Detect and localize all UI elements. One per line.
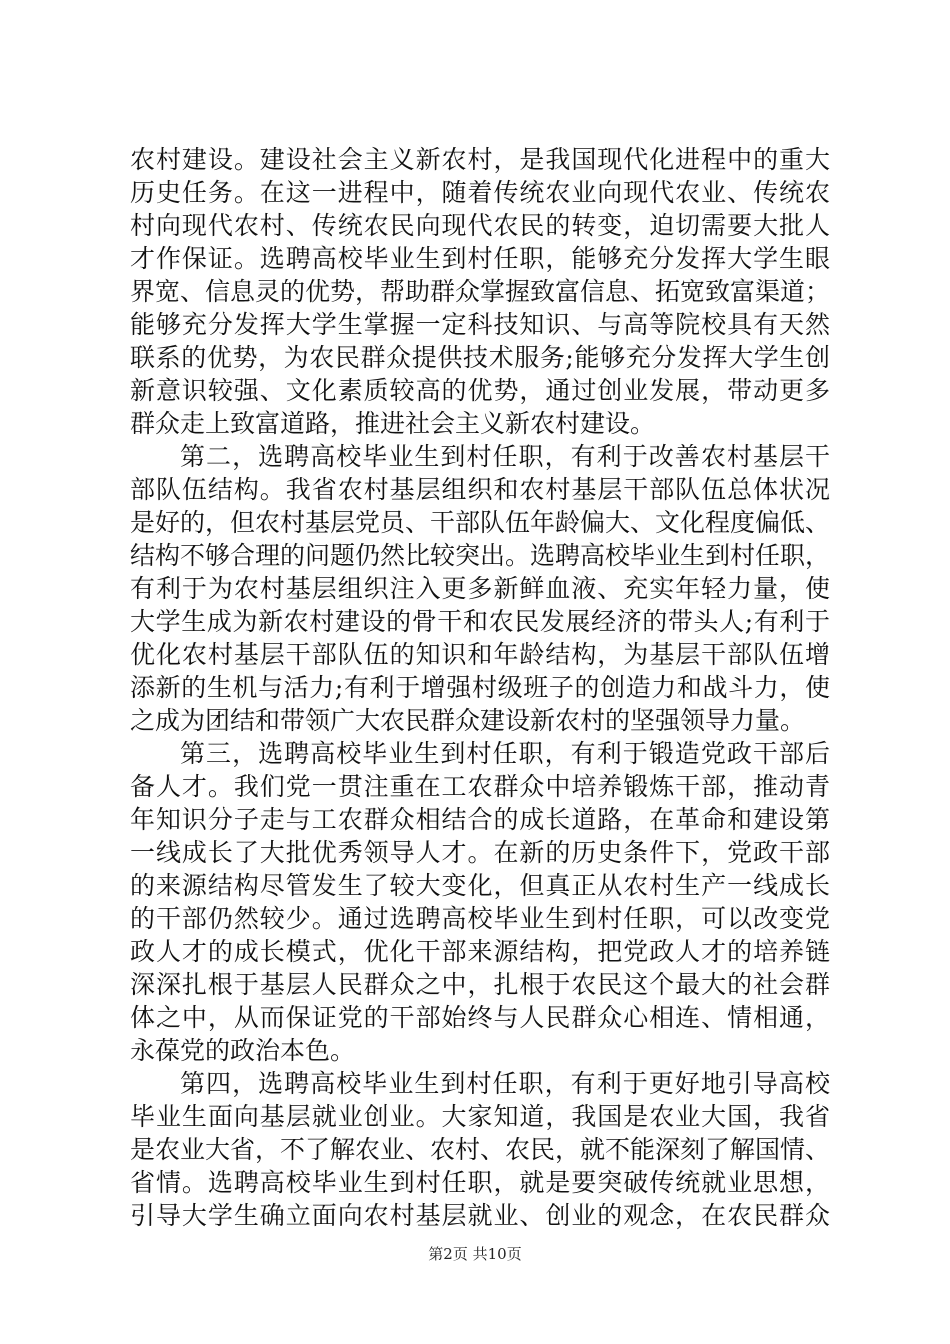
page-footer: 第2页 共10页 xyxy=(428,1245,522,1263)
text-line: 第二，选聘高校毕业生到村任职，有利于改善农村基层干 xyxy=(180,442,830,471)
text-line: 永葆党的政治本色。 xyxy=(130,1036,356,1065)
text-line: 界宽、信息灵的优势，帮助群众掌握致富信息、拓宽致富渠道； xyxy=(130,277,830,306)
body-text xyxy=(130,143,830,1232)
text-line: 是农业大省，不了解农业、农村、农民，就不能深刻了解国情、 xyxy=(130,1135,830,1164)
text-line: 农村建设。建设社会主义新农村，是我国现代化进程中的重大 xyxy=(130,145,830,174)
text-line: 引导大学生确立面向农村基层就业、创业的观念，在农民群众 xyxy=(130,1201,830,1230)
text-line: 群众走上致富道路，推进社会主义新农村建设。 xyxy=(130,409,656,438)
text-line: 历史任务。在这一进程中，随着传统农业向现代农业、传统农 xyxy=(130,178,830,207)
text-line: 有利于为农村基层组织注入更多新鲜血液、充实年轻力量，使 xyxy=(130,574,830,603)
text-line: 备人才。我们党一贯注重在工农群众中培养锻炼干部，推动青 xyxy=(130,772,830,801)
text-line: 省情。选聘高校毕业生到村任职，就是要突破传统就业思想， xyxy=(130,1168,830,1197)
text-line: 第四，选聘高校毕业生到村任职，有利于更好地引导高校 xyxy=(180,1069,830,1098)
text-line: 才作保证。选聘高校毕业生到村任职，能够充分发挥大学生眼 xyxy=(130,244,830,273)
text-line: 优化农村基层干部队伍的知识和年龄结构，为基层干部队伍增 xyxy=(130,640,830,669)
text-line: 村向现代农村、传统农民向现代农民的转变，迫切需要大批人 xyxy=(130,211,830,240)
text-line: 之成为团结和带领广大农民群众建设新农村的坚强领导力量。 xyxy=(130,706,806,735)
text-line: 新意识较强、文化素质较高的优势，通过创业发展，带动更多 xyxy=(130,376,830,405)
text-line: 第三，选聘高校毕业生到村任职，有利于锻造党政干部后 xyxy=(180,739,830,768)
text-line: 能够充分发挥大学生掌握一定科技知识、与高等院校具有天然 xyxy=(130,310,830,339)
text-line: 政人才的成长模式，优化干部来源结构，把党政人才的培养链 xyxy=(130,937,830,966)
text-line: 是好的，但农村基层党员、干部队伍年龄偏大、文化程度偏低、 xyxy=(130,508,830,537)
text-line: 毕业生面向基层就业创业。大家知道，我国是农业大国，我省 xyxy=(130,1102,830,1131)
text-line: 年知识分子走与工农群众相结合的成长道路，在革命和建设第 xyxy=(130,805,830,834)
text-line: 添新的生机与活力;有利于增强村级班子的创造力和战斗力，使 xyxy=(130,673,830,702)
text-line: 的来源结构尽管发生了较大变化，但真正从农村生产一线成长 xyxy=(130,871,830,900)
text-line: 深深扎根于基层人民群众之中，扎根于农民这个最大的社会群 xyxy=(130,970,830,999)
text-line: 结构不够合理的问题仍然比较突出。选聘高校毕业生到村任职， xyxy=(130,541,830,570)
text-line: 体之中，从而保证党的干部始终与人民群众心相连、情相通， xyxy=(130,1003,830,1032)
text-line: 一线成长了大批优秀领导人才。在新的历史条件下，党政干部 xyxy=(130,838,830,867)
text-line: 联系的优势，为农民群众提供技术服务;能够充分发挥大学生创 xyxy=(130,343,830,372)
text-line: 的干部仍然较少。通过选聘高校毕业生到村任职，可以改变党 xyxy=(130,904,830,933)
text-line: 大学生成为新农村建设的骨干和农民发展经济的带头人;有利于 xyxy=(130,607,830,636)
text-line: 部队伍结构。我省农村基层组织和农村基层干部队伍总体状况 xyxy=(130,475,830,504)
